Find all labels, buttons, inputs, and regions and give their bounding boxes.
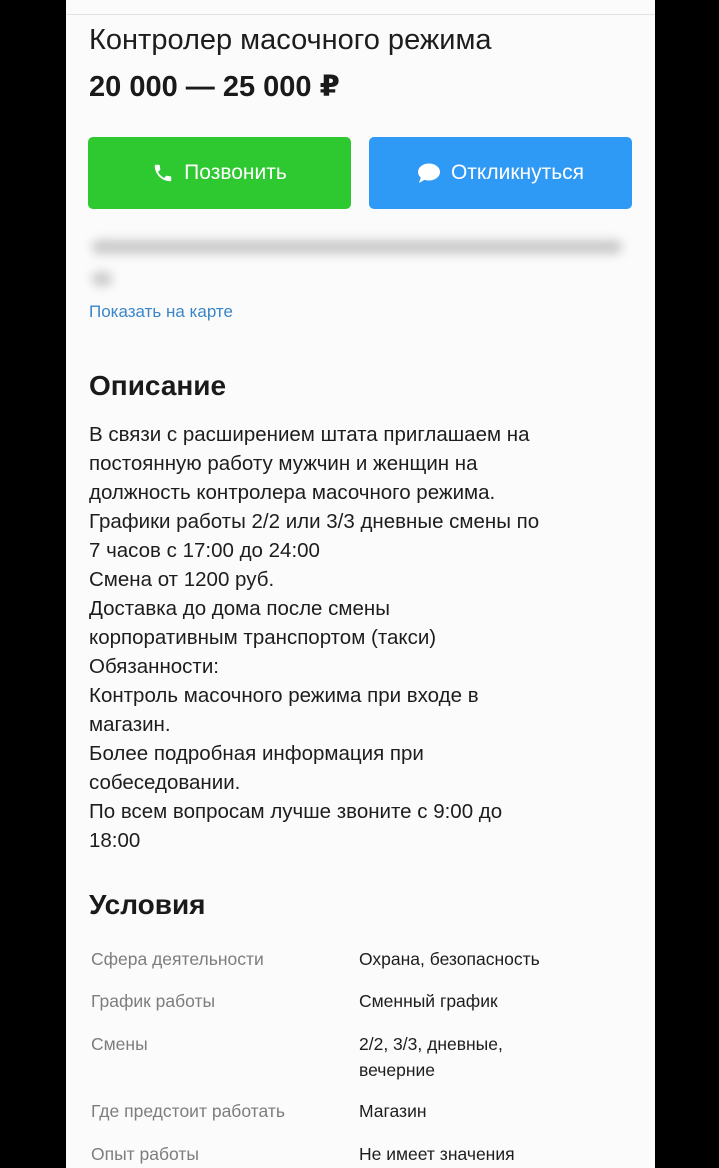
condition-label: График работы xyxy=(91,991,216,1011)
description-line: постоянную работу мужчин и женщин на xyxy=(89,452,478,475)
address-blurred xyxy=(88,232,633,294)
description-line: Обязанности: xyxy=(89,655,219,678)
condition-value: Сменный график xyxy=(359,991,498,1011)
description-line: должность контролера масочного режима. xyxy=(89,481,496,504)
description-line: магазин. xyxy=(89,713,171,736)
show-on-map-link[interactable]: Показать на карте xyxy=(89,302,233,321)
description-line: Доставка до дома после смены xyxy=(89,597,390,620)
description-line: 18:00 xyxy=(89,829,141,852)
chat-bubble-icon xyxy=(417,162,441,184)
description-text xyxy=(89,420,639,855)
description-line: 7 часов с 17:00 до 24:00 xyxy=(89,539,320,562)
description-line: В связи с расширением штата приглашаем на xyxy=(89,423,530,446)
condition-label: Где предстоит работать xyxy=(91,1101,285,1121)
condition-label: Опыт работы xyxy=(91,1144,199,1164)
description-line: Более подробная информация при xyxy=(89,742,424,765)
top-divider xyxy=(66,14,655,15)
condition-value: Не имеет значения xyxy=(359,1144,515,1164)
call-button-label: Позвонить xyxy=(184,161,287,184)
description-line: Графики работы 2/2 или 3/3 дневные смены по xyxy=(89,510,540,533)
condition-value: Магазин xyxy=(359,1101,427,1121)
description-line: собеседовании. xyxy=(89,771,241,794)
condition-value-continued: вечерние xyxy=(359,1060,436,1080)
condition-value: 2/2, 3/3, дневные, xyxy=(359,1034,503,1054)
description-line: корпоративным транспортом (такси) xyxy=(89,626,437,649)
description-line: Контроль масочного режима при входе в xyxy=(89,684,479,707)
call-button[interactable] xyxy=(88,137,351,209)
description-line: По всем вопросам лучше звоните с 9:00 до xyxy=(89,800,503,823)
phone-icon xyxy=(152,162,174,184)
condition-label: Сфера деятельности xyxy=(91,949,264,969)
condition-label: Смены xyxy=(91,1034,148,1054)
description-heading: Описание xyxy=(89,370,227,401)
respond-button-label: Откликнуться xyxy=(450,161,585,184)
salary-range: 20 000 — 25 000 ₽ xyxy=(89,71,340,103)
condition-value: Охрана, безопасность xyxy=(359,949,540,969)
description-line: Смена от 1200 руб. xyxy=(89,568,275,591)
conditions-heading: Условия xyxy=(89,889,206,920)
respond-button[interactable] xyxy=(369,137,632,209)
vacancy-title: Контролер масочного режима xyxy=(89,24,492,56)
vacancy-page xyxy=(66,0,655,1168)
